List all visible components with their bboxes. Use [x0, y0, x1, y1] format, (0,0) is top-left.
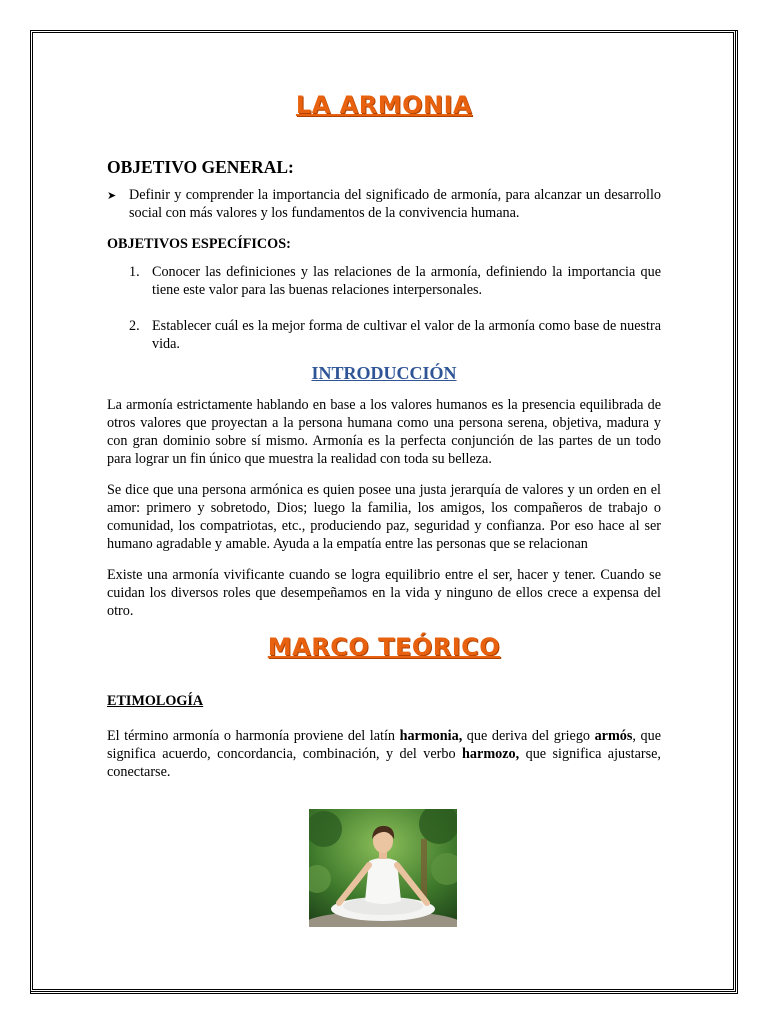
list-item-text: Conocer las definiciones y las relaciones de la armonía, definiendo la importancia que tiene este valor para las buenas relaciones interpersonales. [152, 264, 661, 298]
meditation-photo [309, 809, 457, 927]
meditation-illustration [309, 809, 457, 927]
list-item [107, 317, 661, 353]
document-title: LA ARMONIA [295, 91, 473, 119]
paragraph: Existe una armonía vivificante cuando se logra equilibrio entre el ser, hacer y tener. Cuando se cuidan los diversos roles que desempeñamos en la vida y ninguno de ellos crece a expensa del otro. [107, 567, 661, 619]
list-number: 2. [129, 318, 140, 334]
arrow-bullet-icon: ➤ [107, 189, 117, 202]
marco-teorico-heading: MARCO TEÓRICO [267, 633, 501, 661]
objetivo-general-text: Definir y comprender la importancia del significado de armonía, para alcanzar un desarrollo social con más valores y los fundamentos de la convivencia humana. [129, 187, 661, 221]
etimologia-paragraph: El término armonía o harmonía proviene del latín harmonia, que deriva del griego armós, que significa acuerdo, concordancia, combinación, y del verbo harmozo, que significa ajustarse, conectarse. [107, 728, 661, 780]
etimologia-heading: ETIMOLOGÍA [107, 693, 204, 709]
objetivos-especificos-heading: OBJETIVOS ESPECÍFICOS: [107, 236, 291, 252]
paragraph: La armonía estrictamente hablando en base a los valores humanos es la presencia equilibrada de otros valores que proyectan a la persona humana como una persona serena, objetiva, madura y con gran dominio sobre sí mismo. Armonía es la perfecta conjunción de las partes de un todo para lograr un fin único que muestra la realidad con toda su belleza. [107, 397, 661, 467]
document-body [107, 91, 661, 794]
list-item-text: Establecer cuál es la mejor forma de cultivar el valor de la armonía como base de nuestra vida. [152, 318, 661, 352]
list-item [107, 263, 661, 299]
objetivo-general-heading: OBJETIVO GENERAL: [107, 157, 294, 177]
list-number: 1. [129, 264, 140, 280]
paragraph: Se dice que una persona armónica es quien posee una justa jerarquía de valores y un orden en el amor: primero y sobretodo, Dios; luego la familia, los amigos, los compañeros de trabajo o comunidad, los compatriotas, etc., produciendo paz, seguridad y confianza. Por eso hace al ser humano agradable y amable. Ayuda a la empatía entre las personas que se relacionan [107, 482, 661, 552]
introduccion-heading: INTRODUCCIÓN [311, 363, 457, 383]
objetivo-general-item [107, 186, 661, 222]
